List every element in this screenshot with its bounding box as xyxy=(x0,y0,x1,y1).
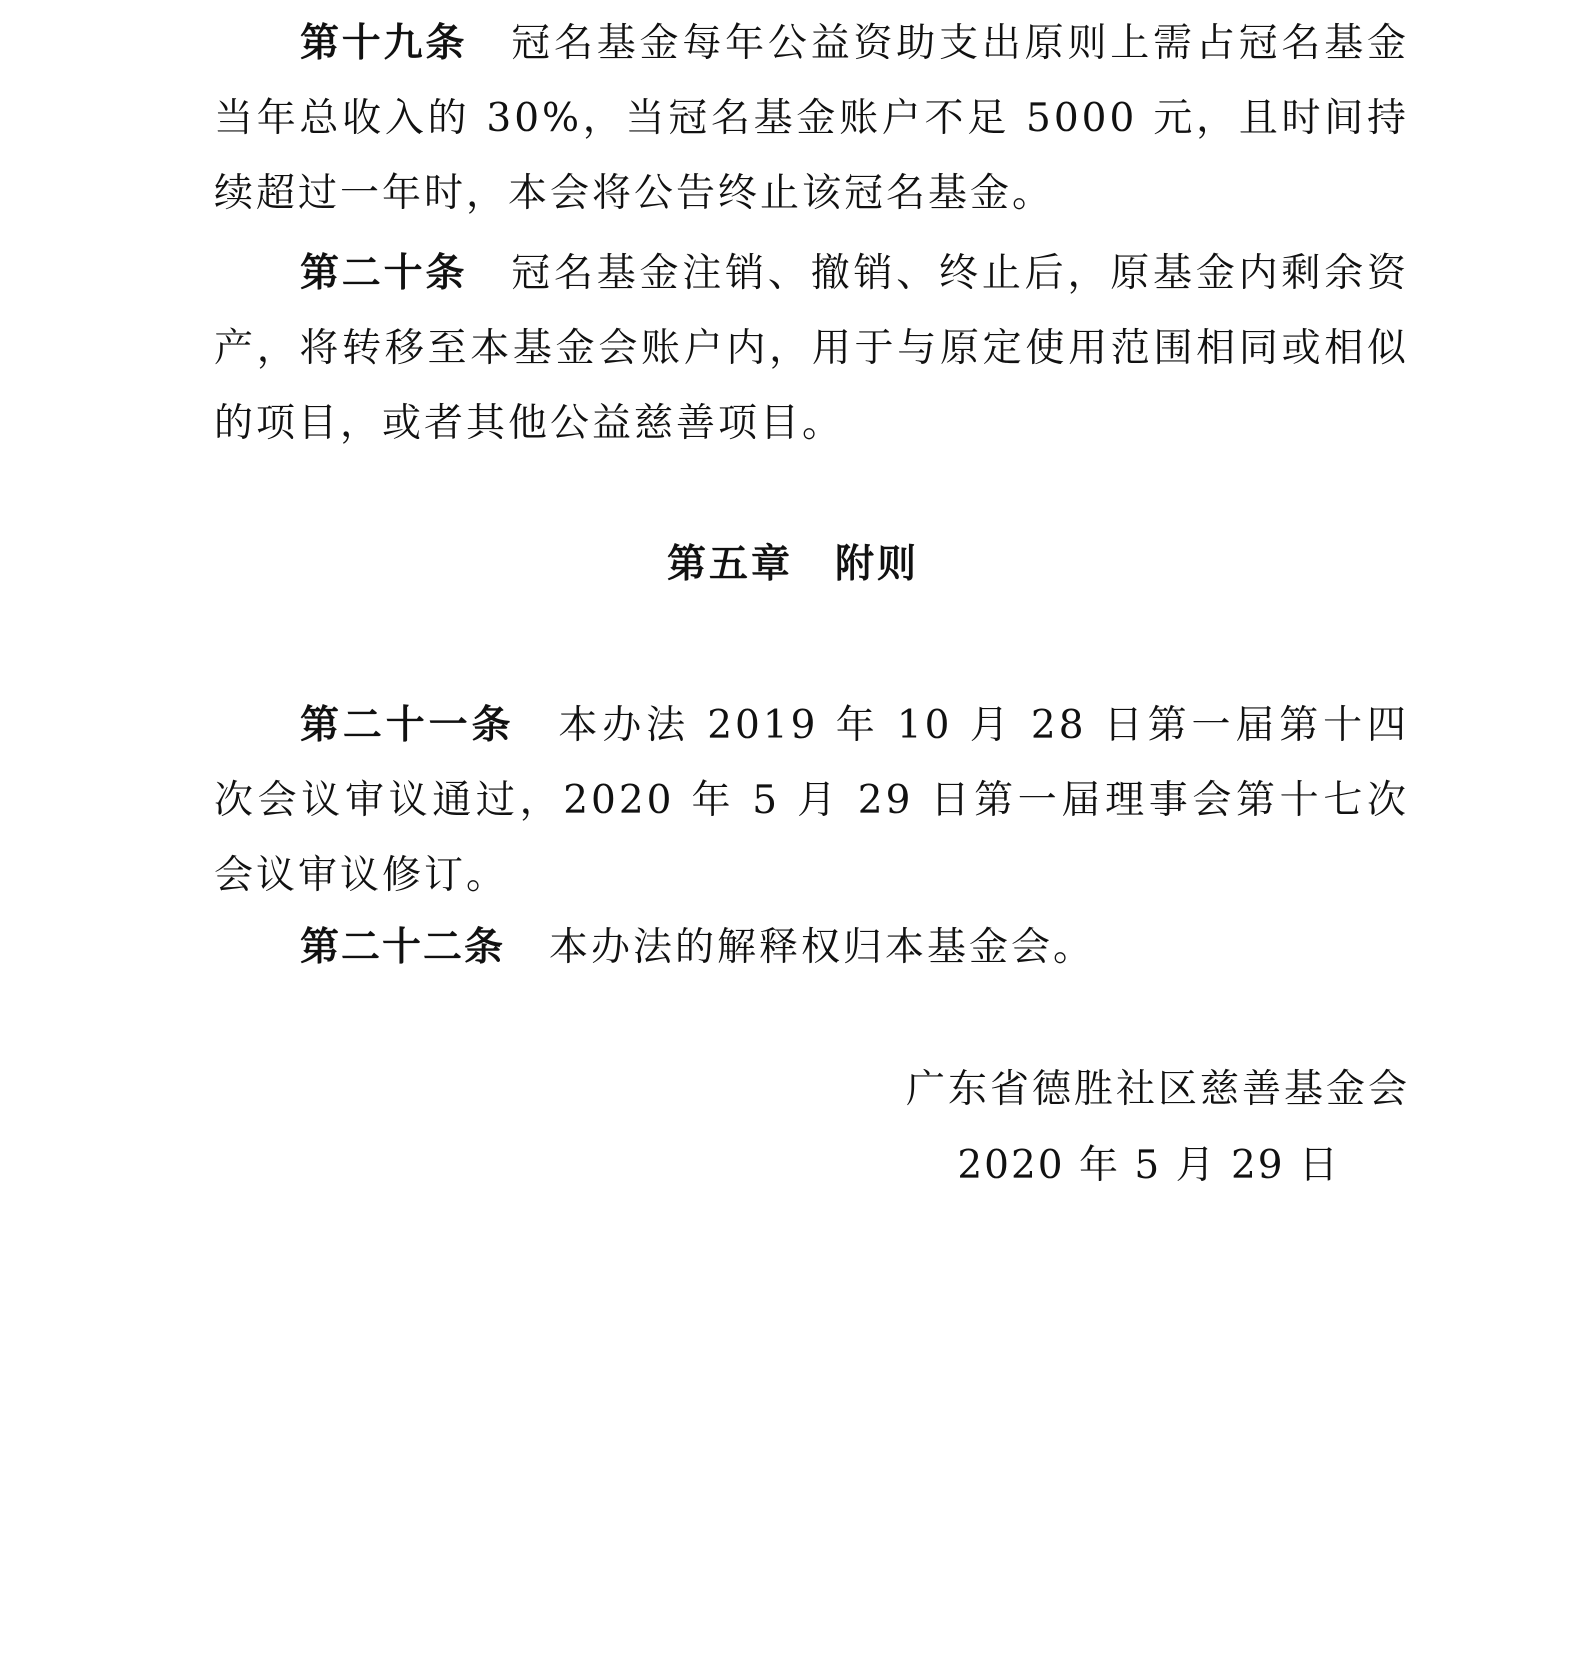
article-22-label: 第二十二条 xyxy=(300,925,506,970)
article-19-text: 冠名基金每年公益资助支出原则上需占冠名基金当年总收入的 30%，当冠名基金账户不足 5000 元，且时间持续超过一年时，本会将公告终止该冠名基金。 xyxy=(214,21,1409,216)
article-22-paragraph xyxy=(214,910,1409,985)
article-20-paragraph xyxy=(214,236,1409,461)
article-20-text: 冠名基金注销、撤销、终止后，原基金内剩余资产，将转移至本基金会账户内，用于与原定使用范围相同或相似的项目，或者其他公益慈善项目。 xyxy=(214,251,1409,446)
article-21-paragraph xyxy=(214,688,1409,913)
chapter-title: 第五章 附则 xyxy=(666,542,919,587)
article-21-label: 第二十一条 xyxy=(300,703,515,748)
article-20 xyxy=(214,236,1409,461)
article-22 xyxy=(214,910,1409,985)
article-21-text: 本办法 2019 年 10 月 28 日第一届第十四次会议审议通过，2020 年 5 月 29 日第一届理事会第十七次会议审议修订。 xyxy=(214,703,1409,898)
article-19-label: 第十九条 xyxy=(300,21,468,66)
article-22-text: 本办法的解释权归本基金会。 xyxy=(549,925,1096,970)
article-21 xyxy=(214,688,1409,913)
article-19-paragraph xyxy=(214,6,1409,231)
signature-organization: 广东省德胜社区慈善基金会 xyxy=(905,1067,1410,1112)
signature-date: 2020 年 5 月 29 日 xyxy=(957,1143,1340,1188)
article-20-label: 第二十条 xyxy=(300,251,468,296)
article-19 xyxy=(214,6,1409,231)
